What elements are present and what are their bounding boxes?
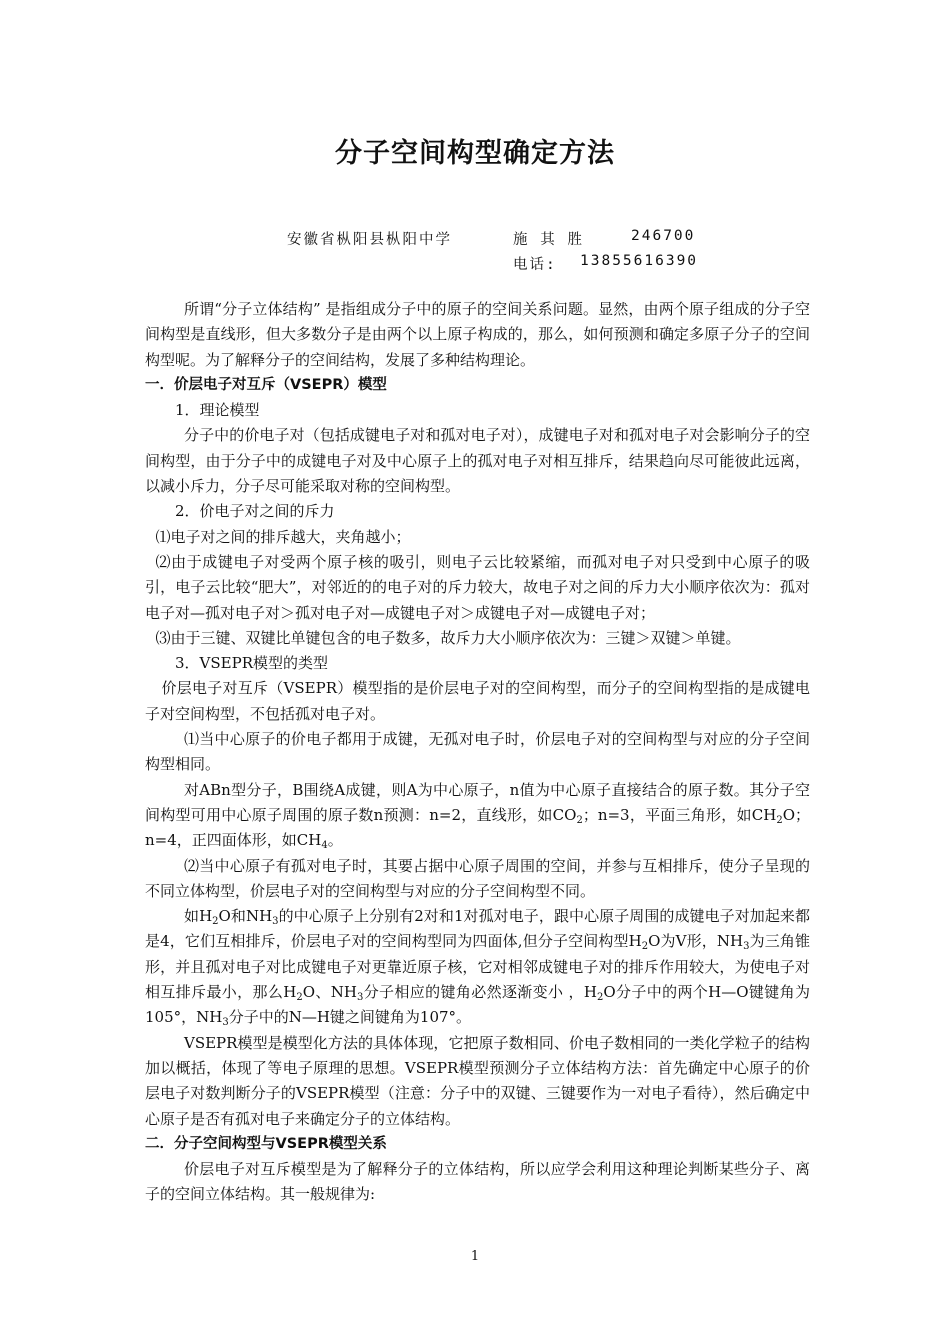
paragraph-vsepr-definition: 价层电子对互斥（VSEPR）模型指的是价层电子对的空间构型，而分子的空间构型指的是成键电子对空间构型，不包括孤对电子对。 (145, 679, 810, 723)
intro-paragraph: 所谓“分子立体结构” 是指组成分子中的原子的空间关系问题。显然，由两个原子组成的分子空间构型是直线形，但大多数分子是由两个以上原子构成的，那么，如何预测和确定多原子分子的空间构型呢。为了解释分子的空间结构，发展了多种结构理论。 (145, 300, 810, 369)
author-postcode: 246700 (631, 228, 696, 244)
paragraph-h2o-nh3: 如$H_2O$和$NH_3$的中心原子上分别有2对和1对孤对电子，跟中心原子周围的成键电子对加起来都是4，它们互相排斥，价层电子对的空间构型同为四面体,但分子空间构型$H_2O$为V形，$NH_3$为三角锥形，并且孤对电子对比成键电子对更靠近原子核，它对相邻成键电子对的排斥作用较大，为使电子对相互排斥最小，那么$H_2O$、$NH_3$分子相应的键角必然逐渐变小 ，$H_2O$分子中的两个H—O键键角为105°，$NH_3$分子中的N—H键之间键角为107°。 (145, 907, 810, 1029)
case-2: ⑵当中心原子有孤对电子时，其要占据中心原子周围的空间，并参与互相排斥，使分子呈现的不同立体构型，价层电子对的空间构型与对应的分子空间构型不同。 (145, 856, 810, 900)
subheading-repulsion: 2．价电子对之间的斥力 (175, 502, 335, 521)
rule-1: ⑴电子对之间的排斥越大，夹角越小； (155, 527, 411, 546)
case-1: ⑴当中心原子的价电子都用于成键，无孤对电子时，价层电子对的空间构型与对应的分子空间构型相同。 (145, 730, 810, 774)
author-name: 施 其 胜 (513, 232, 584, 248)
author-phone-label: 电话: (513, 257, 557, 273)
paragraph-abn: 对ABn型分子，B围绕A成键，则A为中心原子，n值为中心原子直接结合的原子数。其分子空间构型可用中心原子周围的原子数n预测：n=2，直线形，如$CO_2$；n=3，平面三角形，如$CH_2O$；n=4，正四面体形，如$CH_4$。 (145, 780, 810, 852)
rule-2: ⑵由于成键电子对受两个原子核的吸引，则电子云比较紧缩，而孤对电子对只受到中心原子的吸引，电子云比较“肥大”，对邻近的的电子对的斥力较大，故电子对之间的斥力大小顺序依次为：孤对电子对—孤对电子对＞孤对电子对—成键电子对＞成键电子对—成键电子对； (145, 552, 810, 622)
author-school: 安徽省枞阳县枞阳中学 (287, 232, 452, 248)
subheading-theory-model: 1．理论模型 (175, 401, 260, 420)
document-body (145, 297, 810, 1208)
rule-3: ⑶由于三键、双键比单键包含的电子数多，故斥力大小顺序依次为：三键＞双键＞单键。 (155, 628, 741, 647)
author-phone: 13855616390 (580, 253, 699, 269)
subheading-vsepr-types: 3．VSEPR模型的类型 (175, 654, 328, 673)
paragraph-vsepr-summary: VSEPR模型是模型化方法的具体体现，它把原子数相同、价电子数相同的一类化学粒子的结构加以概括，体现了等电子原理的思想。VSEPR模型预测分子立体结构方法：首先确定中心原子的价层电子对数判断分子的VSEPR模型（注意：分子中的双键、三键要作为一对电子看待），然后确定中心原子是否有孤对电子来确定分子的立体结构。 (145, 1033, 810, 1128)
paragraph-general-rules: 价层电子对互斥模型是为了解释分子的立体结构，所以应学会利用这种理论判断某些分子、离子的空间立体结构。其一般规律为: (145, 1160, 810, 1204)
page-number: 1 (470, 1249, 480, 1264)
section-heading-2: 二．分子空间构型与VSEPR模型关系 (145, 1135, 387, 1152)
paragraph-theory: 分子中的价电子对（包括成键电子对和孤对电子对），成键电子对和孤对电子对会影响分子的空间构型，由于分子中的成键电子对及中心原子上的孤对电子对相互排斥，结果趋向尽可能彼此远离，以减小斥力，分子尽可能采取对称的空间构型。 (145, 426, 810, 496)
section-heading-1: 一．价层电子对互斥（VSEPR）模型 (145, 376, 387, 393)
document-title: 分子空间构型确定方法 (335, 138, 615, 169)
